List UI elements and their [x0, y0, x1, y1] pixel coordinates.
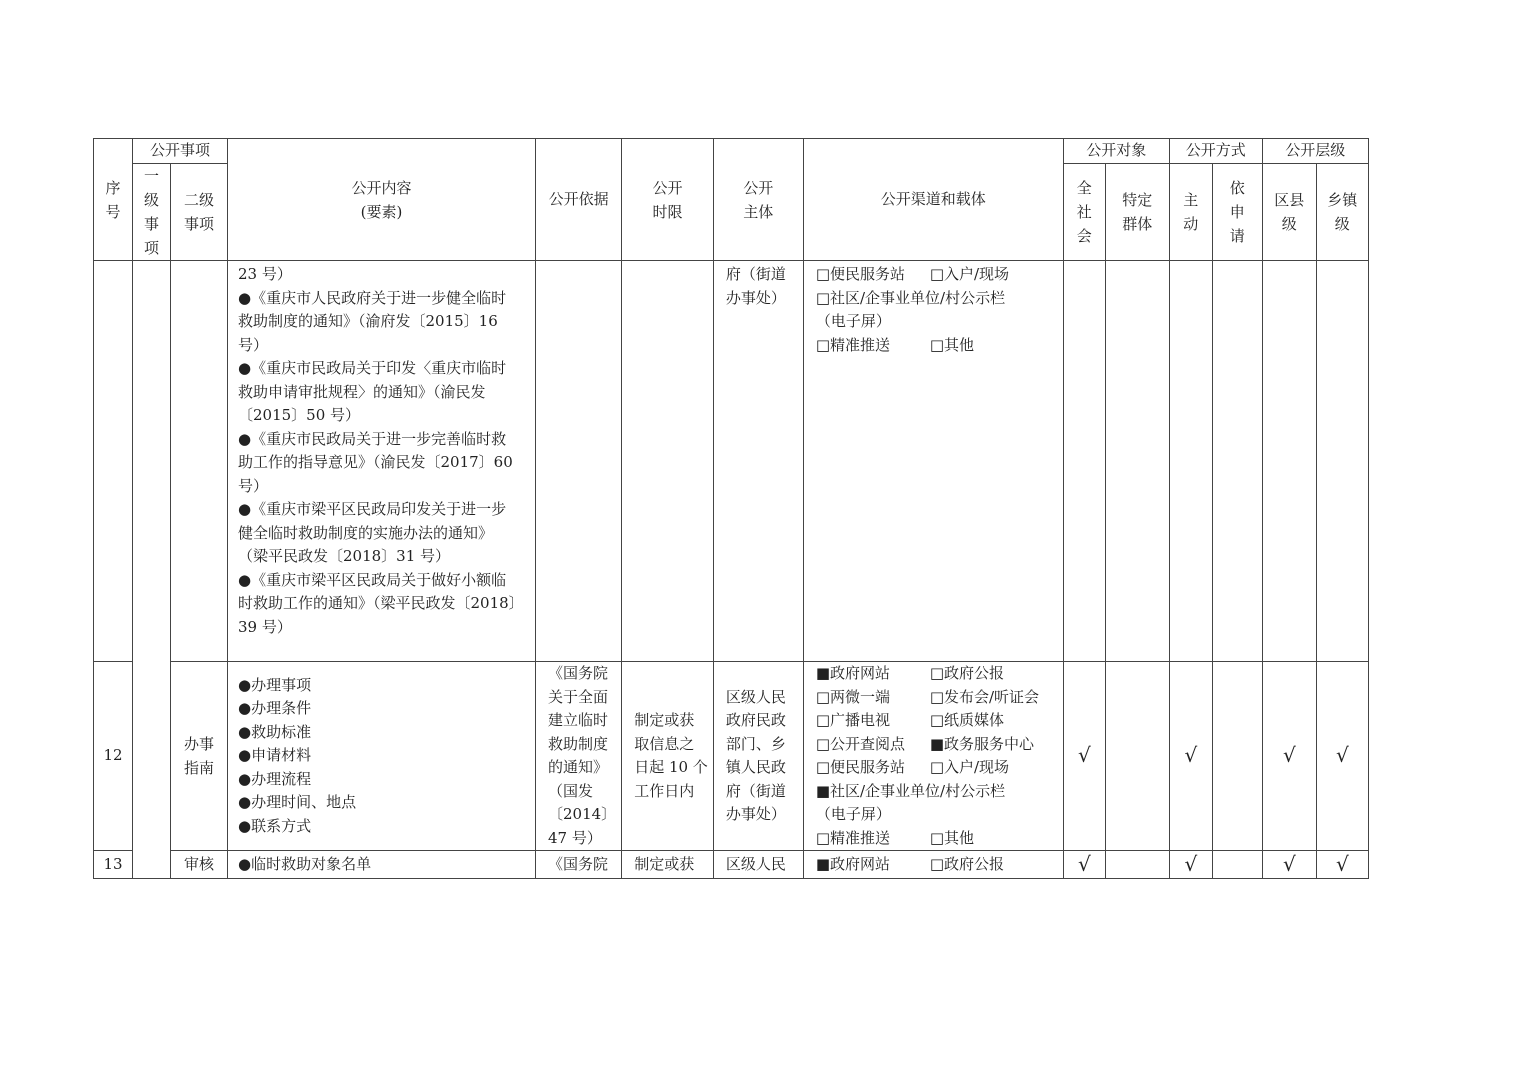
row-time-cell — [622, 261, 714, 662]
text-line: 号） — [238, 335, 269, 354]
text-line: ●《重庆市梁平区民政局印发关于进一步 — [238, 500, 507, 518]
header-seq-text: 序号 — [105, 178, 121, 221]
channel-row — [816, 310, 1058, 334]
row-time-cell — [622, 662, 714, 851]
header-channels: 公开渠道和载体 — [803, 139, 1063, 261]
text-line: ●办理条件 — [238, 699, 312, 718]
row-basis-lines — [548, 853, 616, 877]
channel-option: □社区/企事业单位/村公示栏 — [815, 288, 1006, 307]
row-content-lines — [238, 263, 529, 639]
text-line: ●《重庆市民政局关于印发〈重庆市临时 — [238, 359, 507, 377]
channel-option: □精准推送 — [815, 828, 890, 847]
header-time-limit-text: 公开时限 — [652, 178, 683, 221]
row-subject-lines — [726, 263, 798, 310]
row-level-county-cell: √ — [1262, 662, 1316, 851]
channel-option: □精准推送 — [815, 335, 890, 354]
row-time-cell — [622, 851, 714, 879]
channel-row — [816, 803, 1058, 827]
row-basis-lines — [548, 662, 616, 850]
text-line: 时救助工作的通知》（梁平民政发〔2018〕 — [238, 594, 524, 612]
row-channel-rows — [816, 853, 1058, 877]
text-line: 制定或获 — [634, 711, 695, 729]
text-line: ●《重庆市梁平区民政局关于做好小额临 — [238, 570, 507, 589]
row-target-all-cell: √ — [1063, 851, 1105, 879]
text-line: 建立临时 — [548, 711, 609, 729]
channel-row — [816, 709, 1058, 733]
row-seq-cell: 12 — [94, 662, 133, 851]
row-content-lines — [238, 853, 529, 877]
row-level-county-cell: √ — [1262, 851, 1316, 879]
channel-option: □纸质媒体 — [929, 711, 1004, 729]
header-level-county — [1262, 164, 1316, 261]
row-channel-rows — [816, 662, 1058, 850]
text-line: 制定或获 — [634, 854, 695, 873]
channel-row — [816, 827, 1058, 851]
row-method-active-cell: √ — [1169, 662, 1212, 851]
row-seq-cell: 13 — [94, 851, 133, 879]
text-line: （国发 — [548, 781, 594, 800]
row-target-specific-cell — [1105, 261, 1169, 662]
channel-option: （电子屏） — [815, 312, 891, 330]
channel-row — [816, 780, 1058, 804]
text-line: ●办理流程 — [238, 769, 312, 788]
row-method-apply-cell — [1212, 851, 1262, 879]
row-subject-cell — [713, 851, 803, 879]
header-level-county-text: 区县级 — [1274, 191, 1305, 233]
row-subject-cell — [713, 662, 803, 851]
row-method-apply-cell — [1212, 662, 1262, 851]
table-row — [94, 851, 1369, 879]
row-level2-cell: 审核 — [171, 851, 228, 879]
header-basis: 公开依据 — [536, 139, 622, 261]
text-line: 救助制度的通知》（渝府发〔2015〕16 — [238, 312, 498, 330]
header-subject — [713, 139, 803, 261]
channel-option: □政府公报 — [929, 664, 1004, 682]
row-level-county-cell — [1262, 261, 1316, 662]
header-level1 — [133, 164, 171, 261]
text-line: 办事处） — [725, 288, 786, 307]
row-level-town-cell — [1316, 261, 1368, 662]
text-line: 〔2014〕 — [548, 805, 617, 823]
text-line: 助工作的指导意见》（渝民发〔2017〕60 — [238, 453, 513, 471]
text-line: （梁平民政发〔2018〕31 号） — [238, 547, 451, 565]
text-line: ●办理时间、地点 — [238, 793, 357, 812]
header-public-items: 公开事项 — [133, 139, 228, 164]
row-channels-cell — [803, 662, 1063, 851]
row-method-active-cell: √ — [1169, 851, 1212, 879]
header-target-specific-text: 特定群体 — [1122, 191, 1153, 233]
channel-row — [816, 263, 1058, 287]
row-subject-cell — [713, 261, 803, 662]
row-basis-cell — [536, 662, 622, 851]
text-line: ●办理事项 — [238, 675, 312, 694]
text-line: 39 号） — [238, 617, 292, 636]
text-line: 政府民政 — [725, 711, 786, 729]
row-time-lines — [634, 853, 708, 877]
text-line: ●《重庆市人民政府关于进一步健全临时 — [238, 288, 507, 307]
row-channels-cell — [803, 261, 1063, 662]
row-content-cell — [228, 662, 536, 851]
header-target-all-text: 全社会 — [1076, 179, 1092, 245]
text-line: ●临时救助对象名单 — [238, 854, 372, 873]
row-time-lines — [634, 709, 708, 803]
table-row — [94, 261, 1369, 662]
table-row — [94, 662, 1369, 851]
text-line: 取信息之 — [634, 734, 695, 753]
row-level2-cell — [171, 261, 228, 662]
channel-option: ■政府网站 — [815, 664, 890, 682]
text-line: 部门、乡 — [725, 734, 786, 753]
header-level-town — [1316, 164, 1368, 261]
text-line: 日起 10 个 — [634, 758, 708, 776]
text-line: ●《重庆市民政局关于进一步完善临时救 — [238, 429, 507, 448]
text-line: 《国务院 — [548, 664, 609, 682]
text-line: ●联系方式 — [238, 816, 312, 835]
channel-row — [816, 853, 1058, 877]
text-line: 府（街道 — [725, 781, 786, 800]
header-content — [228, 139, 536, 261]
channel-option: （电子屏） — [815, 805, 891, 823]
channel-row — [816, 287, 1058, 311]
header-target-all — [1063, 164, 1105, 261]
text-line: 办事处） — [725, 805, 786, 823]
row-target-all-cell — [1063, 261, 1105, 662]
header-row-1 — [94, 139, 1369, 164]
row-channel-rows — [816, 263, 1058, 357]
row-subject-lines — [726, 853, 798, 877]
row-level2-cell — [171, 662, 228, 851]
header-content-line1: 公开内容 — [351, 178, 412, 197]
channel-option: □发布会/听证会 — [929, 687, 1040, 706]
header-seq — [94, 139, 133, 261]
channel-option: ■社区/企事业单位/村公示栏 — [815, 781, 1006, 800]
text-line: 关于全面 — [548, 687, 609, 706]
row-level-town-cell: √ — [1316, 662, 1368, 851]
text-line: 镇人民政 — [725, 758, 786, 776]
row-content-lines — [238, 674, 529, 839]
channel-row — [816, 662, 1058, 686]
channel-row — [816, 334, 1058, 358]
text-line: 救助申请审批规程〉的通知》（渝民发 — [238, 382, 486, 401]
text-line: 工作日内 — [634, 781, 695, 800]
channel-option: ■政务服务中心 — [929, 734, 1034, 753]
row-content-cell — [228, 851, 536, 879]
channel-option: □广播电视 — [815, 711, 890, 729]
text-line: 23 号） — [238, 265, 292, 283]
channel-row — [816, 733, 1058, 757]
row-target-specific-cell — [1105, 851, 1169, 879]
channel-option: □入户/现场 — [929, 758, 1010, 776]
header-method-apply-text: 依申请 — [1229, 179, 1245, 245]
row-level-town-cell: √ — [1316, 851, 1368, 879]
text-line: 区级人民 — [725, 854, 786, 873]
header-method-active — [1169, 164, 1212, 261]
header-level: 公开层级 — [1262, 139, 1368, 164]
channel-option: □公开查阅点 — [815, 734, 905, 753]
row-channels-cell — [803, 851, 1063, 879]
header-target-specific — [1105, 164, 1169, 261]
row-basis-cell — [536, 261, 622, 662]
channel-option: □两微一端 — [815, 687, 890, 706]
text-line: 区级人民 — [725, 687, 786, 706]
row-content-cell — [228, 261, 536, 662]
text-line: 号） — [238, 476, 269, 495]
header-target: 公开对象 — [1063, 139, 1169, 164]
text-line: ●救助标准 — [238, 722, 312, 741]
channel-option: ■政府网站 — [815, 854, 890, 873]
header-method-apply — [1212, 164, 1262, 261]
row-level1-cell — [133, 261, 171, 879]
header-level2-text: 二级事项 — [183, 191, 214, 233]
header-content-line2: (要素) — [360, 202, 403, 221]
header-method-active-text: 主动 — [1183, 191, 1199, 233]
channel-option: □其他 — [929, 335, 974, 354]
channel-row — [816, 756, 1058, 780]
header-level1-text: 一级事项 — [143, 167, 159, 257]
header-time-limit — [622, 139, 714, 261]
row-target-specific-cell — [1105, 662, 1169, 851]
disclosure-table — [93, 138, 1369, 879]
text-line: 救助制度 — [548, 734, 609, 753]
text-line: ●申请材料 — [238, 746, 312, 765]
channel-option: □便民服务站 — [815, 265, 905, 283]
channel-row — [816, 686, 1058, 710]
text-line: 的通知》 — [548, 758, 609, 776]
channel-option: □政府公报 — [929, 854, 1004, 873]
header-method: 公开方式 — [1169, 139, 1262, 164]
row-method-apply-cell — [1212, 261, 1262, 662]
row-basis-cell — [536, 851, 622, 879]
text-line: 〔2015〕50 号） — [238, 406, 361, 424]
row-seq-cell — [94, 261, 133, 662]
text-line: 《国务院 — [548, 854, 609, 873]
header-level2 — [171, 164, 228, 261]
row-method-active-cell — [1169, 261, 1212, 662]
row-subject-lines — [726, 686, 798, 827]
header-subject-text: 公开主体 — [743, 178, 774, 221]
channel-option: □其他 — [929, 828, 974, 847]
text-line: 府（街道 — [725, 265, 786, 283]
channel-option: □便民服务站 — [815, 758, 905, 776]
text-line: 47 号） — [548, 828, 602, 847]
channel-option: □入户/现场 — [929, 265, 1010, 283]
text-line: 健全临时救助制度的实施办法的通知》 — [238, 523, 494, 542]
row-level2-text: 办事指南 — [183, 735, 214, 777]
header-level-town-text: 乡镇级 — [1327, 191, 1358, 233]
row-target-all-cell: √ — [1063, 662, 1105, 851]
